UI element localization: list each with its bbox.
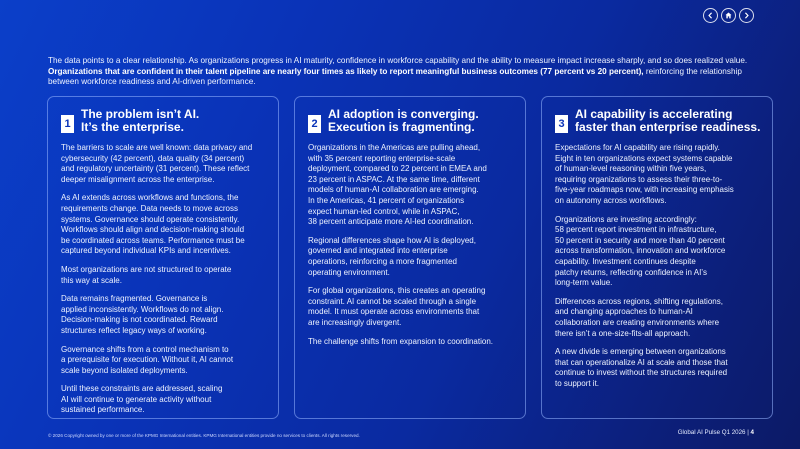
paragraph-line: a prerequisite for execution. Without it, AI cannot	[61, 355, 234, 365]
card-paragraph	[61, 265, 270, 286]
paragraph-line: Governance shifts from a control mechanism to	[61, 344, 229, 354]
chevron-left-icon	[706, 11, 715, 20]
paragraph-line: Differences across regions, shifting regulations,	[555, 296, 723, 306]
card-header	[555, 106, 764, 134]
card-paragraph	[308, 286, 517, 328]
paragraph-line: and changing approaches to human-AI	[555, 307, 693, 317]
card-title	[81, 108, 199, 134]
card-paragraph	[61, 193, 270, 257]
paragraph-line: requirements change. Data needs to move across	[61, 203, 238, 213]
paragraph-line: 38 percent anticipate more AI-led coordination.	[308, 217, 474, 227]
card-paragraph	[61, 384, 270, 416]
card-title-line: Execution is fragmenting.	[328, 120, 475, 134]
paragraph-line: cybersecurity (42 percent), data quality (34 percent)	[61, 153, 245, 163]
page-navigation	[703, 8, 754, 23]
card-paragraph	[61, 345, 270, 377]
card-header	[308, 106, 517, 134]
card-header	[61, 106, 270, 134]
paragraph-line: In the Americas, 41 percent of organizations	[308, 195, 465, 205]
card-body	[61, 143, 270, 416]
card-capability	[541, 96, 773, 419]
paragraph-line: Until these constraints are addressed, scaling	[61, 384, 223, 394]
paragraph-line: that can operationalize AI at scale and those that	[555, 357, 728, 367]
paragraph-line: 58 percent report investment in infrastructure,	[555, 225, 717, 235]
paragraph-line: structures reflect legacy ways of working.	[61, 325, 207, 335]
card-title-line: AI capability is accelerating	[575, 107, 733, 121]
card-body	[308, 143, 517, 347]
intro-paragraph	[48, 56, 760, 88]
paragraph-line: to support it.	[555, 378, 600, 388]
paragraph-line: constraint. AI cannot be scaled through a single	[308, 296, 477, 306]
copyright-notice: © 2026 Copyright owned by one or more of the KPMG International entities. KPMG International entities provide no services to clients. All rights reserved.	[48, 433, 360, 438]
paragraph-line: collaboration are creating environments where	[555, 317, 720, 327]
paragraph-line: this way at scale.	[61, 275, 122, 285]
paragraph-line: Regional differences shape how AI is deployed,	[308, 235, 476, 245]
card-number-badge: 2	[308, 115, 321, 133]
paragraph-line: The barriers to scale are well known: data privacy and	[61, 143, 253, 152]
card-adoption	[294, 96, 526, 419]
card-paragraph	[555, 347, 764, 389]
paragraph-line: expect human-led control, while in ASPAC,	[308, 206, 460, 216]
paragraph-line: long-term value.	[555, 278, 613, 288]
paragraph-line: captured beyond individual KPIs and incentives.	[61, 246, 231, 256]
card-title-line: AI adoption is converging.	[328, 107, 479, 121]
chevron-right-icon	[742, 11, 751, 20]
paragraph-line: Expectations for AI capability are rising rapidly.	[555, 143, 720, 152]
paragraph-line: sustained performance.	[61, 405, 145, 415]
paragraph-line: Workflows should align and decision-making should	[61, 225, 245, 235]
card-paragraph	[555, 297, 764, 339]
intro-rest: reinforcing the relationship between workforce readiness and AI-driven performance.	[48, 66, 742, 87]
card-title-line: The problem isn’t AI.	[81, 107, 200, 121]
card-body	[555, 143, 764, 389]
paragraph-line: are increasingly divergent.	[308, 317, 402, 327]
card-paragraph	[308, 143, 517, 228]
paragraph-line: capability. Investment continues despite	[555, 256, 696, 266]
home-button[interactable]	[721, 8, 736, 23]
home-icon	[724, 11, 733, 20]
paragraph-line: For global organizations, this creates an operating	[308, 286, 486, 296]
paragraph-line: of human-level reasoning within five years,	[555, 164, 707, 174]
paragraph-line: deployment, compared to 22 percent in EMEA and	[308, 164, 487, 174]
paragraph-line: 50 percent in security and more than 40 percent	[555, 235, 725, 245]
paragraph-line: five-year roadmaps now, with increasing emphasis	[555, 185, 734, 195]
page-number: 4	[750, 429, 754, 436]
paragraph-line: governed and integrated into enterprise	[308, 246, 448, 256]
paragraph-line: The challenge shifts from expansion to coordination.	[308, 336, 493, 346]
card-title	[575, 108, 760, 134]
paragraph-line: As AI extends across workflows and functions, the	[61, 193, 239, 203]
paragraph-line: with 35 percent reporting enterprise-scale	[308, 153, 456, 163]
paragraph-line: applied inconsistently. Workflows do not align.	[61, 304, 224, 314]
paragraph-line: models of human-AI collaboration are emerging.	[308, 185, 479, 195]
next-page-button[interactable]	[739, 8, 754, 23]
paragraph-line: operations, reinforcing a more fragmented	[308, 256, 457, 266]
footer-separator: |	[745, 429, 751, 436]
paragraph-line: Eight in ten organizations expect systems capable	[555, 153, 733, 163]
paragraph-line: Organizations in the Americas are pulling ahead,	[308, 143, 481, 152]
paragraph-line: AI will continue to generate activity without	[61, 394, 212, 404]
paragraph-line: model. It must operate across environments that	[308, 307, 480, 317]
card-number-badge: 1	[61, 115, 74, 133]
intro-text: The data points to a clear relationship. As organizations progress in AI maturity, confidence in workforce capability and the ability to measure impact increase sharply, and so does realized value.	[48, 56, 748, 65]
paragraph-line: Decision-making is not coordinated. Reward	[61, 315, 218, 325]
card-paragraph	[61, 294, 270, 336]
card-title-line: It’s the enterprise.	[81, 120, 184, 134]
card-number-badge: 3	[555, 115, 568, 133]
card-problem	[47, 96, 279, 419]
paragraph-line: there isn’t a one-size-fits-all approach.	[555, 328, 691, 338]
paragraph-line: be coordinated across teams. Performance must be	[61, 235, 245, 245]
paragraph-line: scale beyond isolated deployments.	[61, 365, 188, 375]
publication-title: Global AI Pulse Q1 2026	[677, 429, 746, 436]
page-footer	[678, 429, 754, 436]
paragraph-line: on autonomy across workflows.	[555, 195, 667, 205]
paragraph-line: and regulatory uncertainty (31 percent). These reflect	[61, 164, 250, 174]
paragraph-line: Organizations are investing accordingly:	[555, 214, 697, 224]
paragraph-line: continue to invest without the structures required	[555, 368, 728, 378]
paragraph-line: operating environment.	[308, 267, 390, 277]
paragraph-line: 23 percent in ASPAC. At the same time, different	[308, 174, 480, 184]
card-paragraph	[308, 236, 517, 278]
paragraph-line: across transformation, innovation and workforce	[555, 246, 726, 256]
card-paragraph	[61, 143, 270, 185]
paragraph-line: requiring organizations to assess their three-to-	[555, 174, 723, 184]
paragraph-line: Data remains fragmented. Governance is	[61, 294, 208, 304]
paragraph-line: systems. Governance should operate consistently.	[61, 214, 240, 224]
paragraph-line: deeper misalignment across the enterprise.	[61, 174, 215, 184]
intro-highlight: Organizations that are confident in their talent pipeline are nearly four times as likely to report meaningful business outcomes (77 percent vs 20 percent),	[48, 66, 644, 76]
card-title	[328, 108, 479, 134]
cards-row	[47, 96, 773, 419]
card-paragraph	[555, 143, 764, 207]
card-paragraph	[308, 337, 517, 348]
paragraph-line: A new divide is emerging between organizations	[555, 347, 726, 357]
card-title-line: faster than enterprise readiness.	[575, 120, 761, 134]
paragraph-line: patchy returns, reflecting confidence in AI’s	[555, 267, 707, 277]
card-paragraph	[555, 215, 764, 289]
previous-page-button[interactable]	[703, 8, 718, 23]
paragraph-line: Most organizations are not structured to operate	[61, 264, 232, 274]
